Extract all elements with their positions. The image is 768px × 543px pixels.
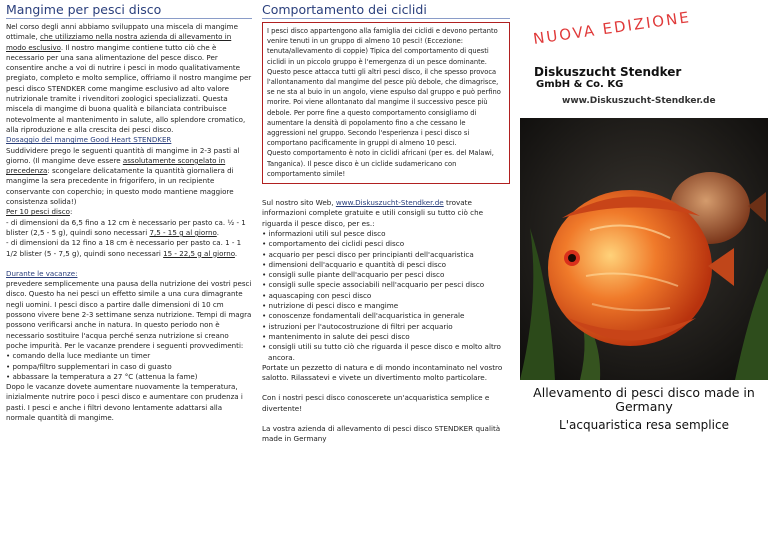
new-edition-banner <box>526 4 726 48</box>
cichlid-info-box: I pesci disco appartengono alla famiglia dei ciclidi e devono pertanto venire tenuti in un gruppo di almeno 10 pesci! (Eccezione: tenuta/allevamento di coppie) Tipica del comportamento di questi ciclidi in un piccolo gruppo è l'emergenza di un pesce dominante. Questo pesce attacca tutti gli altri pesci disco, il che spesso provoca l'allontanamento dal mangime del pesce più debole, che dimagrisce, se ne sta al buio in un angolo, viene espulso dal gruppo e può perfino morire. Poi viene allontanato dal mangime il successivo pesce più debole. Per porre fine a questo comportamento consigliamo di aumentare la densità di popolamento fino a che cessano le aggressioni nel gruppo. Secondo l'esperienza i pesci disco si comportano pacificamente in gruppi di almeno 10 pesci. Questo comportamento è noto in ciclidi africani (per es. del Malawi, Tanganica). Il pesce disco è un ciclide sudamericano con comportamento simile! <box>262 22 510 184</box>
dosage-line-small: - di dimensioni da 6,5 fino a 12 cm è necessario per pasto ca. ½ - 1 blister (2,5 - 5 g), quindi sono necessari 7,5 - 15 g al giorno. <box>6 217 246 237</box>
list-item: • consigli sulle piante dell'acquario per pesci disco <box>262 270 445 280</box>
cichlid-column <box>262 3 510 445</box>
feeding-intro: Nel corso degli anni abbiamo sviluppato una miscela di mangime ottimale, che utilizziamo nella nostra azienda di allevamento in modo esclusivo. Il nostro mangime contiene tutto ciò che è necessario per una sana alimentazione del pesce disco. Per consentire anche a voi di nutrire i pesci in modo qualitativamente pregiato, completo e molto semplice, offriamo il nostro mangime per pesci disco STENDKER come mangime esclusivo ad alto valore nutrizionale tramite i rivenditori zoologici specializzati. Questa miscela di mangime di buona qualità e bilanciata contribuisce notevolmente al mantenimento in salute, allo splendore cromatico, alla riproduzione e alla crescita dei pesci disco. <box>6 22 252 134</box>
portate-text: Portate un pezzetto di natura e di mondo incontaminato nel vostro salotto. Rilassatevi e vivete un divertimento molto particolare. <box>262 362 503 383</box>
vacation-heading: Durante le vacanze: <box>6 268 78 278</box>
list-item: • informazioni utili sul pesce disco <box>262 228 386 238</box>
list-item: • istruzioni per l'autocostruzione di filtri per acquario <box>262 321 453 331</box>
website-intro: Sul nostro sito Web, www.Diskuszucht-Stendker.de trovate informazioni complete gratuite e utili consigli su tutto ciò che riguarda il pesce disco, per es.: <box>262 198 484 228</box>
website-link[interactable]: www.Diskuszucht-Stendker.de <box>335 198 444 208</box>
vacation-end: Dopo le vacanze dovete aumentare nuovamente la temperatura, inizialmente nutrire poco i pesci disco e aumentare con prudenza i pasti. I pesci e anche i filtri devono lentamente adattarsi alla normale quantità di mangime. <box>6 382 243 422</box>
company-text: La vostra azienda di allevamento di pesci disco STENDKER qualità made in Germany <box>262 423 501 444</box>
cichlid-title: Comportamento dei ciclidi <box>262 3 510 19</box>
list-item: • comportamento dei ciclidi pesci disco <box>262 239 405 249</box>
vacation-item: • abbassare la temperatura a 27 °C (attenua la fame) <box>6 371 198 381</box>
company-logo <box>534 66 754 106</box>
list-item: • aquascaping con pesci disco <box>262 290 372 300</box>
per10-heading: Per 10 pesci disco: <box>6 207 73 217</box>
vacation-text: prevedere semplicemente una pausa della nutrizione dei vostri pesci disco. Questo ha nei pesci un effetto simile a una cura dimagrante negli uomini. I pesci disco a partire dalle dimensioni di 10 cm possono vivere bene 2-3 settimane senza nutrizione. Tempi di magra possono verificarsi anche in natura. In questo periodo non è necessario sostituire l'acqua perché senza nutrizione si creano poche impurità. Per le vacanze prendere i seguenti provvedimenti: <box>6 279 252 350</box>
list-item: • mantenimento in salute dei pesci disco <box>262 331 410 341</box>
caption-breeding: Allevamento di pesci disco made in Germany <box>533 385 755 414</box>
list-item: • acquario per pesci disco per principianti dell'acquaristica <box>262 249 474 259</box>
topics-list <box>262 229 510 363</box>
vacation-item: • comando della luce mediante un timer <box>6 351 151 361</box>
cover-column <box>520 0 768 543</box>
enjoy-text: Con i nostri pesci disco conoscerete un'acquaristica semplice e divertente! <box>262 393 490 413</box>
vacation-item: • pompa/filtro supplementari in caso di guasto <box>6 361 172 371</box>
list-item: • dimensioni dell'acquario e quantità di pesci disco <box>262 259 447 269</box>
logo-url: www.Diskuszucht-Stendker.de <box>562 96 716 106</box>
logo-name: Diskuszucht Stendker <box>534 65 682 79</box>
feeding-title: Mangime per pesci disco <box>6 3 252 19</box>
list-item: • nutrizione di pesci disco e mangime <box>262 301 399 311</box>
list-item: • consigli sulle specie associabili nell'acquario per pesci disco <box>262 280 485 290</box>
feeding-column <box>6 3 252 423</box>
new-edition-text: NUOVA EDIZIONE <box>532 8 692 48</box>
dosage-link[interactable]: Dosaggio del mangime Good Heart STENDKER <box>6 135 172 145</box>
dosage-line-large: - di dimensioni da 12 fino a 18 cm è necessario per pasto ca. 1 - 1 1/2 blister (5 - 7,5 g), quindi sono necessari 15 - 22,5 g al giorno. <box>6 238 242 258</box>
dosage-text: Suddividere prego le seguenti quantità di mangime in 2-3 pasti al giorno. (Il mangime deve essere assolutamente scongelato in precedenza: scongelare delicatamente la quantità giornaliera di mangime la sera precedente in frigorifero, in un recipiente conservante con coperchio; in questo modo mantiene maggiore consistenza solida!) <box>6 145 240 207</box>
discus-fish-image <box>520 118 768 380</box>
caption-slogan: L'acquaristica resa semplice <box>559 418 729 432</box>
list-item: • consigli utili su tutto ciò che riguarda il pesce disco e molto altro ancora. <box>262 342 501 362</box>
logo-subtitle: GmbH & Co. KG <box>536 79 624 90</box>
list-item: • conoscenze fondamentali dell'acquaristica in generale <box>262 311 465 321</box>
